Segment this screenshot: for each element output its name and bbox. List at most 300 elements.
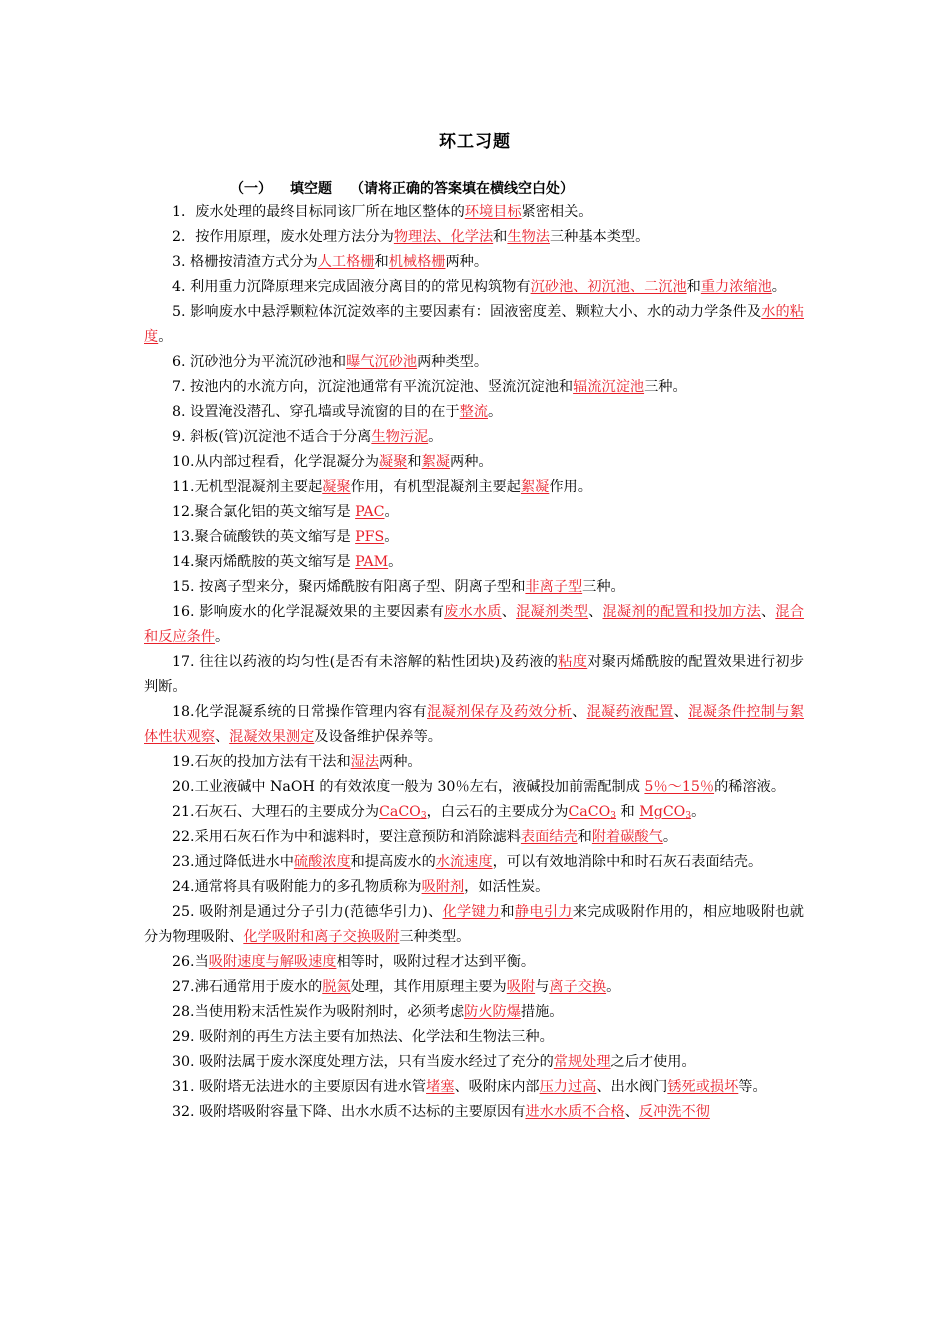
question-item (144, 275, 804, 300)
answer-value: 吸附速度与解吸速度 (208, 954, 337, 970)
answer-text (346, 354, 417, 370)
question-text (578, 829, 592, 845)
question-segment: 来完成吸附作用的，相应地吸附也就分为物理吸附、 (144, 904, 804, 945)
answer-value: 混凝剂的配置和投加方法 (602, 604, 761, 620)
answer-text (540, 1079, 597, 1095)
question-text (611, 1054, 696, 1070)
question-segment: 作用。 (549, 479, 592, 495)
answer-text (355, 554, 388, 570)
answer-value: 防火防爆 (464, 1004, 521, 1020)
question-item (144, 350, 804, 375)
question-segment: 10.从内部过程看，化学混凝分为 (172, 454, 380, 470)
question-text (428, 429, 442, 445)
question-segment: 、 (673, 704, 689, 720)
question-segment: 。 (771, 279, 786, 295)
question-text (351, 979, 507, 995)
question-segment: ，如活性炭。 (464, 879, 550, 895)
question-item (144, 300, 804, 350)
question-segment: 8. 设置淹没潜孔、穿孔墙或导流窗的目的在于 (172, 404, 460, 420)
question-segment: 。 (428, 429, 443, 445)
answer-value: 离子交换 (549, 979, 607, 995)
question-text (172, 1029, 554, 1045)
question-text (172, 304, 761, 320)
question-segment: 16. 影响废水的化学混凝效果的主要因素有 (172, 604, 445, 620)
question-text (450, 454, 493, 470)
question-segment: 、 (760, 604, 776, 620)
question-text (399, 929, 470, 945)
question-text (172, 754, 351, 770)
question-text (674, 704, 689, 720)
question-segment: 18.化学混凝系统的日常操作管理内容有 (172, 704, 428, 720)
question-segment: 13.聚合硫酸铁的英文缩写是 (172, 529, 356, 545)
question-item (144, 875, 804, 900)
answer-text (515, 904, 573, 920)
answer-value: 沉砂池、初沉池、二沉池 (530, 279, 687, 295)
question-text (351, 854, 436, 870)
question-item (144, 225, 804, 250)
answer-value: 堵塞 (426, 1079, 455, 1095)
question-segment: 和 (577, 829, 592, 845)
question-segment: 与 (535, 979, 550, 995)
answer-text (644, 779, 714, 795)
question-item (144, 250, 804, 275)
answer-text (322, 479, 350, 495)
answer-text (443, 904, 501, 920)
question-segment: 两种。 (379, 754, 422, 770)
answer-value: 非离子型 (525, 579, 583, 595)
answer-text (525, 579, 582, 595)
question-segment: 等。 (738, 1079, 767, 1095)
answer-text (639, 1104, 710, 1120)
question-item (144, 1050, 804, 1075)
answer-value: 粘度 (558, 654, 588, 670)
question-item (144, 200, 804, 225)
question-item (144, 1100, 804, 1125)
answer-text (464, 1004, 521, 1020)
answer-value: 整流 (459, 404, 489, 420)
question-segment: 14.聚丙烯酰胺的英文缩写是 (172, 554, 356, 570)
answer-text (426, 1079, 454, 1095)
answer-value: 水流速度 (435, 854, 493, 870)
answer-text (294, 854, 351, 870)
question-text (172, 479, 322, 495)
question-text (488, 404, 502, 420)
section-name: 填空题 (290, 181, 332, 197)
question-text (172, 579, 525, 595)
question-text (172, 904, 443, 920)
answer-value: 锈死或损坏 (667, 1079, 739, 1095)
question-text (384, 529, 398, 545)
question-text (172, 504, 355, 520)
question-segment: 。 (606, 979, 621, 995)
answer-text (521, 479, 549, 495)
question-segment: 两种类型。 (417, 354, 489, 370)
answer-value: 常规处理 (553, 1054, 611, 1070)
question-text (172, 829, 521, 845)
question-segment: 32. 吸附塔吸附容量下降、出水水质不达标的主要原因有 (172, 1104, 526, 1120)
answer-value: PFS (355, 529, 385, 545)
answer-value: 吸附剂 (421, 879, 465, 895)
answer-text (379, 454, 407, 470)
question-segment: 和提高废水的 (350, 854, 436, 870)
question-segment: 三种基本类型。 (549, 229, 650, 245)
question-segment: 1．废水处理的最终目标同该厂所在地区整体的 (172, 204, 465, 220)
question-segment: 、 (588, 604, 603, 620)
question-text (407, 454, 421, 470)
question-segment: 。 (691, 804, 706, 820)
question-segment: 及设备维护保养等。 (314, 729, 442, 745)
question-segment: 和 (493, 229, 508, 245)
question-segment: 20.工业液碱中 NaOH 的有效浓度一般为 30％左右，液碱投加前需配制成 (172, 779, 645, 795)
answer-text (355, 529, 384, 545)
question-segment: 28.当使用粉末活性炭作为吸附剂时，必须考虑 (172, 1004, 465, 1020)
question-segment: 和 (407, 454, 422, 470)
answer-value: 凝聚 (322, 479, 351, 495)
answer-text (525, 1104, 624, 1120)
question-segment: 和 (616, 804, 640, 820)
question-text (714, 779, 785, 795)
question-item (144, 900, 804, 950)
answer-value: 附着碳酸气 (591, 829, 663, 845)
question-segment: 、 (214, 729, 230, 745)
question-segment: 23.通过降低进水中 (172, 854, 294, 870)
answer-value: 凝聚 (379, 454, 408, 470)
answer-text (460, 404, 488, 420)
question-segment: 29. 吸附剂的再生方法主要有加热法、化学法和生物法三种。 (172, 1029, 554, 1045)
answer-value: 生物法 (507, 229, 550, 245)
answer-value: 表面结壳 (520, 829, 578, 845)
question-segment: 26.当 (172, 954, 209, 970)
question-text (549, 479, 592, 495)
question-text (172, 1079, 426, 1095)
answer-text (639, 804, 691, 820)
answer-value: 絮凝 (421, 454, 450, 470)
question-text (663, 829, 677, 845)
question-item (144, 1000, 804, 1025)
answer-text (465, 204, 522, 220)
answer-value: 化学吸附和离子交换吸附 (243, 929, 400, 945)
question-item (144, 400, 804, 425)
question-segment: 3. 格栅按清渣方式分为 (172, 254, 318, 270)
question-segment: 。 (158, 329, 173, 345)
question-text (172, 454, 379, 470)
question-text (625, 1104, 639, 1120)
answer-text (587, 704, 674, 720)
question-text (375, 254, 389, 270)
question-list (144, 200, 804, 1125)
question-segment: 三种类型。 (399, 929, 471, 945)
question-segment: 、 (501, 604, 517, 620)
question-text (172, 654, 558, 670)
question-text (417, 354, 488, 370)
answer-text (379, 804, 427, 820)
question-text (502, 604, 516, 620)
answer-value: 5％～15％ (644, 779, 715, 795)
question-text (379, 754, 422, 770)
answer-text (436, 854, 493, 870)
answer-value: 混凝效果测定 (229, 729, 315, 745)
answer-text (243, 929, 399, 945)
answer-value: 生物污泥 (371, 429, 429, 445)
question-text (158, 329, 172, 345)
question-segment: 两种。 (445, 254, 489, 270)
question-text (351, 479, 521, 495)
question-segment: 。 (488, 404, 503, 420)
question-item (144, 650, 804, 700)
question-segment: 24.通常将具有吸附能力的多孔物质称为 (172, 879, 422, 895)
answer-value: 环境目标 (464, 204, 522, 220)
question-segment: 2．按作用原理，废水处理方法分为 (172, 229, 394, 245)
question-text (172, 1054, 554, 1070)
question-text (215, 729, 229, 745)
question-item (144, 425, 804, 450)
question-text (772, 279, 786, 295)
section-heading (230, 178, 574, 198)
section-number: （一） (230, 181, 272, 197)
answer-text (592, 829, 663, 845)
answer-value: 反冲洗不彻 (638, 1104, 710, 1120)
question-item (144, 825, 804, 850)
question-item (144, 550, 804, 575)
question-segment: ，可以有效地消除中和时石灰石表面结壳。 (492, 854, 763, 870)
answer-value: PAC (355, 504, 385, 520)
question-segment: 11.无机型混凝剂主要起 (172, 479, 323, 495)
question-segment: 和 (374, 254, 389, 270)
question-text (616, 804, 639, 820)
answer-value: 湿法 (350, 754, 380, 770)
question-segment: 、出水阀门 (596, 1079, 668, 1095)
question-text (172, 429, 371, 445)
answer-text (209, 954, 337, 970)
question-text (596, 1079, 667, 1095)
question-text (172, 529, 355, 545)
answer-text (444, 604, 502, 620)
question-segment: 。 (662, 829, 678, 845)
question-segment: 31. 吸附塔无法进水的主要原因有进水管 (172, 1079, 427, 1095)
question-segment: 两种。 (450, 454, 493, 470)
question-text (738, 1079, 766, 1095)
question-item (144, 1025, 804, 1050)
question-text (172, 404, 460, 420)
answer-value: MgCO (639, 804, 686, 820)
question-text (550, 229, 649, 245)
answer-value: CaCO (568, 804, 611, 820)
question-text (761, 604, 775, 620)
answer-value: 混凝剂类型 (516, 604, 589, 620)
subscript: 3 (685, 811, 692, 821)
question-segment: 、 (624, 1104, 639, 1120)
question-text (445, 254, 488, 270)
question-segment: 17. 往往以药液的均匀性(是否有未溶解的粘性团块)及药液的 (172, 654, 559, 670)
question-text (172, 204, 465, 220)
answer-value: 辐流沉淀池 (573, 379, 645, 395)
question-item (144, 775, 804, 800)
answer-text (531, 279, 687, 295)
question-segment: 作用，有机型混凝剂主要起 (350, 479, 521, 495)
answer-value: 混凝药液配置 (586, 704, 674, 720)
question-text (644, 379, 687, 395)
answer-value: 压力过高 (539, 1079, 597, 1095)
answer-text (371, 429, 428, 445)
question-text (172, 1004, 464, 1020)
question-text (572, 704, 587, 720)
question-text (172, 854, 294, 870)
question-segment: 7. 按池内的水流方向，沉淀池通常有平流沉淀池、竖流沉淀池和 (172, 379, 574, 395)
question-text (588, 604, 602, 620)
question-segment: 12.聚合氯化铝的英文缩写是 (172, 504, 356, 520)
question-item (144, 600, 804, 650)
question-segment: 对聚丙烯酰胺的配置效果进行初步判断。 (144, 654, 804, 695)
answer-text (394, 229, 493, 245)
question-text (687, 279, 701, 295)
answer-value: 混凝条件控制与絮体性状观察 (144, 704, 804, 745)
answer-value: 硫酸浓度 (293, 854, 351, 870)
question-item (144, 800, 804, 825)
answer-text (667, 1079, 738, 1095)
question-item (144, 575, 804, 600)
question-segment: 4. 利用重力沉降原理来完成固液分离目的的常见构筑物有 (172, 279, 531, 295)
question-text (172, 604, 444, 620)
question-text (172, 1104, 525, 1120)
answer-value: 机械格栅 (388, 254, 446, 270)
answer-text (603, 604, 761, 620)
answer-text (558, 654, 587, 670)
subscript: 3 (420, 811, 427, 821)
question-segment: 、吸附床内部 (454, 1079, 540, 1095)
question-text (521, 1004, 564, 1020)
question-segment: 。 (384, 529, 399, 545)
question-segment: 。 (388, 554, 403, 570)
answer-text (422, 879, 465, 895)
question-segment: 25. 吸附剂是通过分子引力(范德华引力)、 (172, 904, 443, 920)
question-segment: 措施。 (520, 1004, 564, 1020)
answer-text (521, 829, 578, 845)
answer-value: 吸附 (506, 979, 536, 995)
question-segment: 6. 沉砂池分为平流沉砂池和 (172, 354, 347, 370)
question-text (172, 354, 346, 370)
question-segment: 紧密相关。 (521, 204, 593, 220)
question-text (172, 804, 379, 820)
question-item (144, 750, 804, 775)
question-segment: 5. 影响废水中悬浮颗粒体沉淀效率的主要因素有：固液密度差、颗粒大小、水的动力学条件及 (172, 304, 762, 320)
answer-value: 曝气沉砂池 (346, 354, 418, 370)
question-segment: 和 (686, 279, 701, 295)
question-text (172, 229, 394, 245)
question-segment: 之后才使用。 (610, 1054, 696, 1070)
question-item (144, 1075, 804, 1100)
question-text (172, 279, 531, 295)
question-text (493, 229, 507, 245)
answer-text (507, 229, 550, 245)
question-text (454, 1079, 539, 1095)
question-item (144, 475, 804, 500)
answer-text (568, 804, 616, 820)
question-segment: 三种。 (644, 379, 687, 395)
question-text (172, 379, 573, 395)
question-item (144, 950, 804, 975)
question-item (144, 700, 804, 750)
question-segment: 19.石灰的投加方法有干法和 (172, 754, 351, 770)
answer-value: 人工格栅 (317, 254, 375, 270)
question-item (144, 375, 804, 400)
question-text (172, 954, 209, 970)
question-segment: 和 (500, 904, 515, 920)
answer-value: 絮凝 (520, 479, 550, 495)
question-item (144, 500, 804, 525)
question-text (172, 779, 644, 795)
question-text (172, 879, 422, 895)
question-text (500, 904, 514, 920)
question-text (427, 804, 569, 820)
question-segment: 。 (214, 629, 230, 645)
question-text (172, 254, 318, 270)
question-item (144, 975, 804, 1000)
question-text (215, 629, 229, 645)
question-segment: 。 (384, 504, 399, 520)
question-item (144, 450, 804, 475)
question-segment: 27.沸石通常用于废水的 (172, 979, 323, 995)
question-text (172, 979, 322, 995)
question-text (582, 579, 625, 595)
question-segment: 21.石灰石、大理石的主要成分为 (172, 804, 380, 820)
question-segment: 、 (572, 704, 587, 720)
answer-value: 物理法、化学法 (393, 229, 494, 245)
answer-value: 重力浓缩池 (700, 279, 772, 295)
answer-text (427, 704, 572, 720)
question-item (144, 850, 804, 875)
question-item (144, 525, 804, 550)
answer-text (516, 604, 588, 620)
question-text (535, 979, 549, 995)
answer-value: 混合和反应条件 (144, 604, 804, 645)
answer-text (318, 254, 375, 270)
answer-value: CaCO (379, 804, 421, 820)
question-text (464, 879, 549, 895)
page-title: 环工习题 (439, 132, 511, 152)
question-text (388, 554, 402, 570)
answer-value: 脱氮 (322, 979, 351, 995)
question-text (314, 729, 442, 745)
question-segment: 15. 按离子型来分，聚丙烯酰胺有阳离子型、阴离子型和 (172, 579, 526, 595)
answer-text (389, 254, 446, 270)
question-segment: 相等时，吸附过程才达到平衡。 (336, 954, 536, 970)
answer-text (701, 279, 772, 295)
answer-text (229, 729, 314, 745)
subscript: 3 (610, 811, 616, 821)
answer-value: 水的粘度 (144, 304, 804, 345)
question-segment: 的稀溶液。 (714, 779, 786, 795)
answer-value: 混凝剂保存及药效分析 (427, 704, 573, 720)
section-instruction: （请将正确的答案填在横线空白处） (350, 181, 574, 197)
question-text (172, 554, 355, 570)
answer-text (351, 754, 379, 770)
answer-text (507, 979, 535, 995)
question-text (522, 204, 593, 220)
question-text (384, 504, 398, 520)
answer-value: 静电引力 (514, 904, 573, 920)
answer-text (355, 504, 384, 520)
question-segment: ，白云石的主要成分为 (426, 804, 569, 820)
answer-text (549, 979, 606, 995)
question-text (336, 954, 535, 970)
question-segment: 9. 斜板(管)沉淀池不适合于分离 (172, 429, 372, 445)
question-segment: 22.采用石灰石作为中和滤料时，要注意预防和消除滤料 (172, 829, 521, 845)
answer-value: PAM (355, 554, 389, 570)
question-text (493, 854, 763, 870)
answer-text (322, 979, 350, 995)
answer-value: 废水水质 (444, 604, 502, 620)
question-text (691, 804, 705, 820)
